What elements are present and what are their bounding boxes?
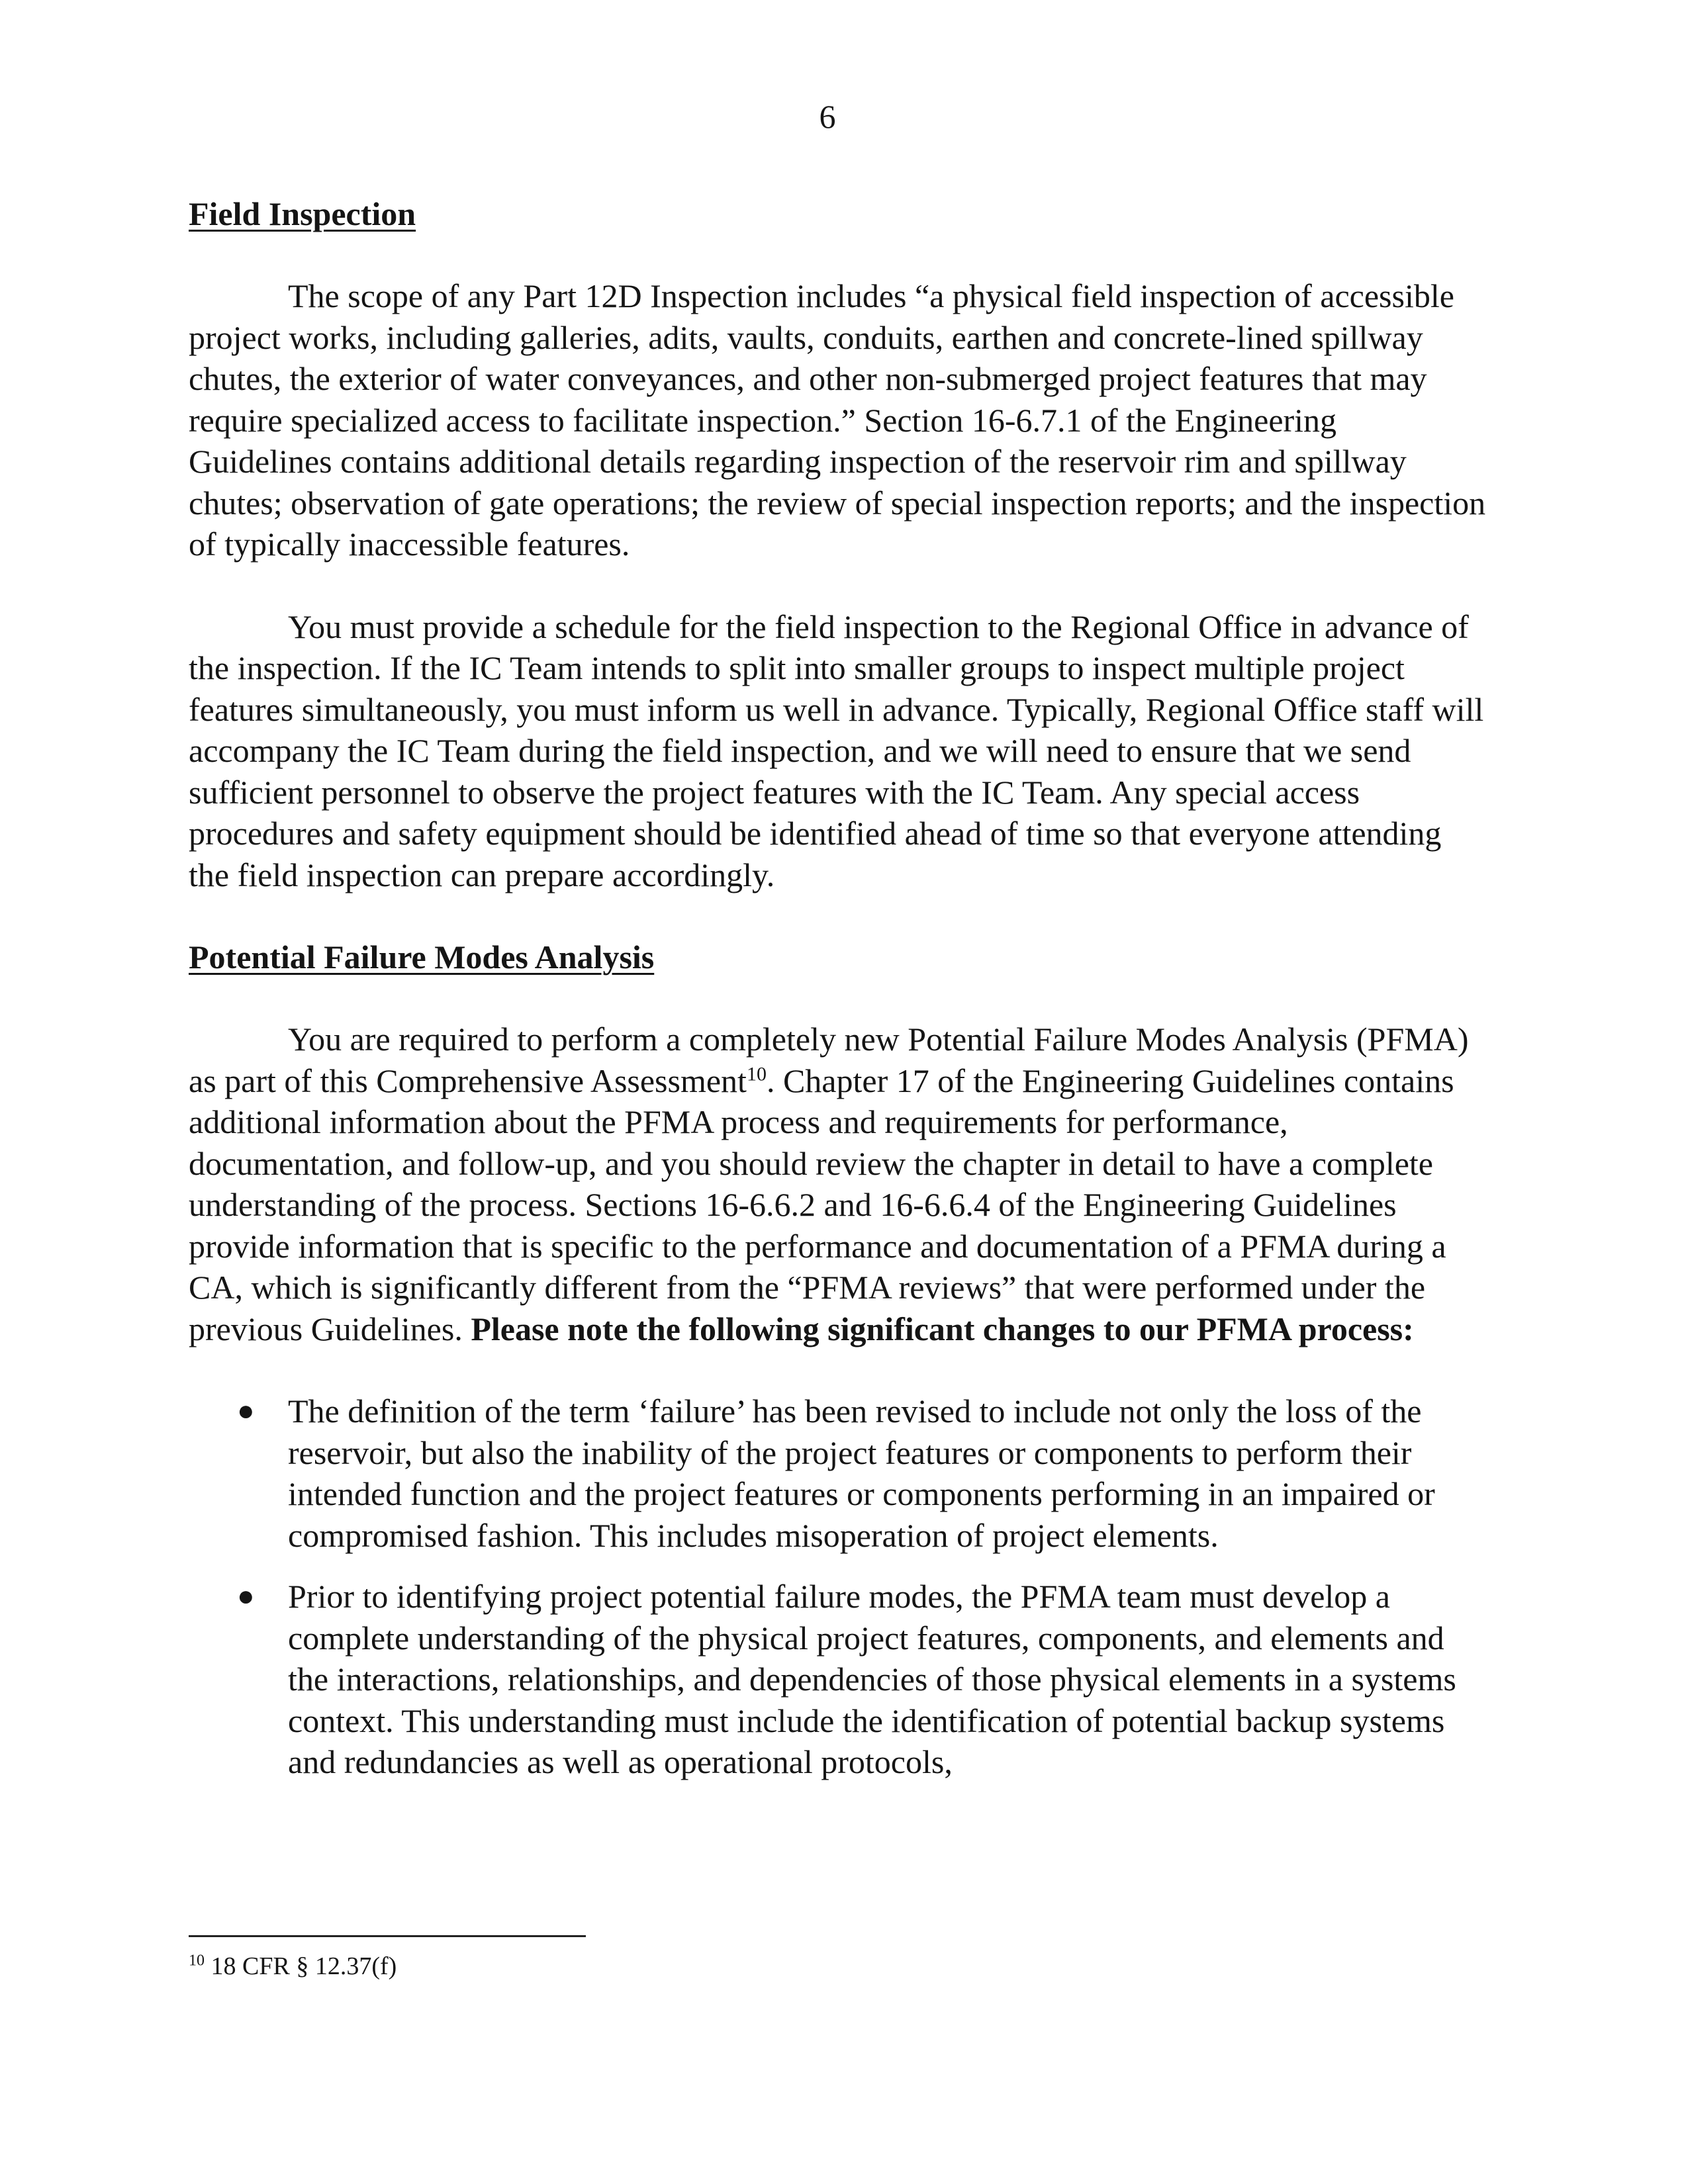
pfma-paragraph-1	[189, 1019, 1486, 1349]
pfma-paragraph-1-text-b: . Chapter 17 of the Engineering Guidelines contains additional information about the PFMA process and requirements for performance, documentation, and follow-up, and you should review the chapter in detail to have a complete understanding of the process. Sections 16-6.6.2 and 16-6.6.4 of the Engineering Guidelines provide information that is specific to the performance and documentation of a PFMA during a CA, which is significantly different from the “PFMA reviews” that were performed under the previous Guidelines.	[189, 1062, 1454, 1347]
footnote-text: 18 CFR § 12.37(f)	[211, 1952, 397, 1980]
pfma-paragraph-1-bold: Please note the following significant changes to our PFMA process:	[471, 1310, 1414, 1347]
field-inspection-paragraph-2: You must provide a schedule for the field inspection to the Regional Office in advance of the inspection. If the IC Team intends to split into smaller groups to inspect multiple project features simultaneously, you must inform us well in advance. Typically, Regional Office staff will accompany the IC Team during the field inspection, and we will need to ensure that we send sufficient personnel to observe the project features with the IC Team. Any special access procedures and safety equipment should be identified ahead of time so that everyone attending the field inspection can prepare accordingly.	[189, 608, 1484, 893]
pfma-paragraph-1-text-a: You are required to perform a completely new Potential Failure Modes Analysis (PFMA) as part of this Comprehensive Assessment	[189, 1021, 1469, 1099]
pfma-bullet-list	[189, 1390, 1486, 1783]
footnote-divider	[189, 1935, 586, 1937]
bullet-icon: ●	[237, 1394, 255, 1427]
footnote-number: 10	[189, 1952, 205, 1970]
bullet-icon: ●	[237, 1580, 255, 1612]
list-item	[189, 1576, 1486, 1783]
footnote-reference: 10	[746, 1062, 767, 1085]
heading-field-inspection: Field Inspection	[189, 195, 416, 232]
footnote	[189, 1951, 397, 1981]
heading-pfma: Potential Failure Modes Analysis	[189, 938, 655, 976]
field-inspection-paragraph-1: The scope of any Part 12D Inspection includes “a physical field inspection of accessible project works, including galleries, adits, vaults, conduits, earthen and concrete-lined spillway chutes, the exterior of water conveyances, and other non-submerged project features that may require specialized access to facilitate inspection.” Section 16-6.7.1 of the Engineering Guidelines contains additional details regarding inspection of the reservoir rim and spillway chutes; observation of gate operations; the review of special inspection reports; and the inspection of typically inaccessible features.	[189, 277, 1486, 563]
document-body	[189, 193, 1486, 1803]
list-item	[189, 1390, 1486, 1556]
page-number: 6	[819, 98, 836, 135]
list-item-text: The definition of the term ‘failure’ has been revised to include not only the loss of the reservoir, but also the inability of the project features or components to perform their intended function and the project features or components performing in an impaired or compromised fashion. This includes misoperation of project elements.	[288, 1392, 1435, 1554]
list-item-text: Prior to identifying project potential failure modes, the PFMA team must develop a complete understanding of the physical project features, components, and elements and the interactions, relationships, and dependencies of those physical elements in a systems context. This understanding must include the identification of potential backup systems and redundancies as well as operational protocols,	[288, 1578, 1456, 1780]
